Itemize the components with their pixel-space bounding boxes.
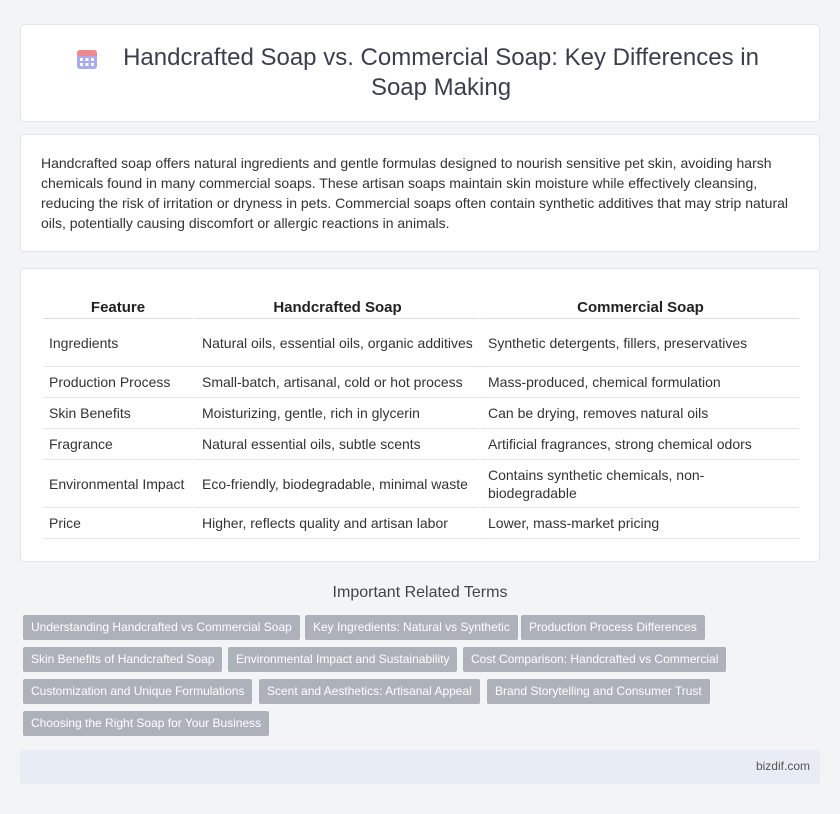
related-term-tag[interactable]: Skin Benefits of Handcrafted Soap [23,647,222,672]
related-terms-title: Important Related Terms [332,584,508,601]
table-row [43,460,799,508]
table-cell: Skin Benefits [43,398,193,429]
table-cell: Small-batch, artisanal, cold or hot process [193,367,479,398]
column-header: Feature [43,293,193,319]
table-header-row [43,293,799,319]
table-cell: Contains synthetic chemicals, non-biodegradable [479,460,799,508]
footer [20,750,820,784]
table-cell: Lower, mass-market pricing [479,508,799,539]
comparison-table [43,293,799,539]
related-term-tag[interactable]: Customization and Unique Formulations [23,679,252,704]
table-cell: Environmental Impact [43,460,193,508]
intro-card [20,134,820,252]
related-term-tag[interactable]: Environmental Impact and Sustainability [228,647,457,672]
table-cell: Can be drying, removes natural oils [479,398,799,429]
column-header: Commercial Soap [479,293,799,319]
site-name[interactable]: bizdif.com [755,759,810,773]
related-term-tag[interactable]: Key Ingredients: Natural vs Synthetic [305,615,518,640]
related-term-tag[interactable]: Understanding Handcrafted vs Commercial Soap [23,615,300,640]
related-term-tag[interactable]: Cost Comparison: Handcrafted vs Commercial [463,647,726,672]
table-row [43,367,799,398]
table-cell: Mass-produced, chemical formulation [479,367,799,398]
table-row [43,398,799,429]
table-cell: Ingredients [43,319,193,367]
table-cell: Natural oils, essential oils, organic additives [193,319,479,367]
related-term-tag[interactable]: Brand Storytelling and Consumer Trust [487,679,710,704]
column-header: Handcrafted Soap [193,293,479,319]
table-row [43,319,799,367]
table-cell: Fragrance [43,429,193,460]
table-cell: Higher, reflects quality and artisan labor [193,508,479,539]
table-cell: Artificial fragrances, strong chemical odors [479,429,799,460]
table-cell: Moisturizing, gentle, rich in glycerin [193,398,479,429]
table-cell: Production Process [43,367,193,398]
page-title: Handcrafted Soap vs. Commercial Soap: Key Differences in Soap Making [123,44,759,101]
table-cell: Price [43,508,193,539]
header-card [20,24,820,122]
related-term-tag[interactable]: Production Process Differences [521,615,705,640]
table-row [43,508,799,539]
table-row [43,429,799,460]
comparison-card [20,268,820,562]
table-cell: Synthetic detergents, fillers, preservatives [479,319,799,367]
intro-text: Handcrafted soap offers natural ingredients and gentle formulas designed to nourish sensitive pet skin, avoiding harsh chemicals found in many commercial soaps. These artisan soaps maintain skin moisture while effectively cleansing, reducing the risk of irritation or dryness in pets. Commercial soaps often contain synthetic additives that may strip natural oils, potentially causing discomfort or allergic reactions in animals. [41,155,789,231]
related-term-tag[interactable]: Choosing the Right Soap for Your Business [23,711,269,736]
table-cell: Natural essential oils, subtle scents [193,429,479,460]
related-term-tag[interactable]: Scent and Aesthetics: Artisanal Appeal [259,679,480,704]
table-cell: Eco-friendly, biodegradable, minimal waste [193,460,479,508]
